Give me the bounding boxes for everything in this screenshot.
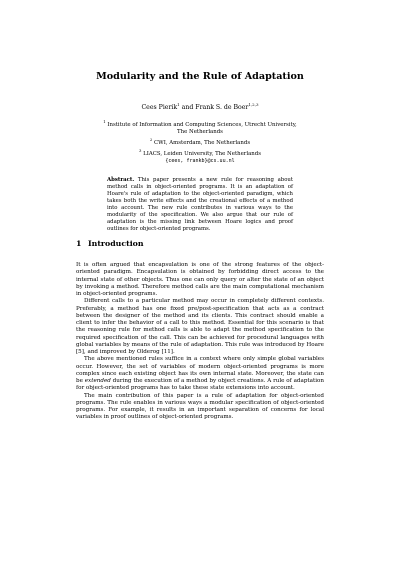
email-line: {cees, frankb}@cs.uu.nl <box>165 158 235 165</box>
abstract-label: Abstract. <box>107 177 135 183</box>
body-paragraph <box>76 356 324 392</box>
affiliations <box>100 118 300 165</box>
author-line <box>0 101 400 112</box>
author-affil-marker: 1,2,3 <box>248 102 259 107</box>
affiliation-marker: 2 <box>149 137 153 143</box>
body-paragraph: It is often argued that encapsulation is one of the strong features of the object-oriented paradigm. Encapsulation is obtained by forbidding direct access to the internal state of other objects. Thus one can only query or alter the state of an object by invoking a method. Therefore method calls are the main computational mechanism in object-oriented programs. <box>76 262 324 297</box>
author-conjunction: and <box>179 104 196 112</box>
author-name: Frank S. de Boer <box>195 104 249 112</box>
section-number: 1 <box>76 239 82 248</box>
paragraph-text: The above mentioned rules suffice in a context where only simple global variables occur. However, the set of variables of modern object-oriented programs is more complex since each existing object has its own internal state. Moreover, the state can be <box>76 356 324 384</box>
affiliation-text: The Netherlands <box>177 129 223 135</box>
affiliation-marker: 1 <box>103 119 106 124</box>
affiliation-text: Institute of Information and Computing Sciences, Utrecht University, <box>107 121 297 128</box>
body-paragraph: Different calls to a particular method may occur in completely different contexts. Preferably, a method has one fixed pre/post-specification that acts as a contract between the designer of the method and its clients. This contract should enable a client to infer the behavior of a call to this method. Essential for this scenario is that the reasoning rule for method calls is able to adapt the method specification to the required specification of the call. This can be achieved for procedural languages with global variables by means of the rule of adaptation. This rule was introduced by Hoare [5], and improved by Olderog [11]. <box>76 298 324 355</box>
affiliation-line <box>100 129 300 136</box>
author-affil-marker: 1 <box>177 102 180 107</box>
paragraph-text: during the execution of a method by object creations. A rule of adaptation for object-oriented programs has to take these state extensions into account. <box>76 378 324 392</box>
body-paragraph: The main contribution of this paper is a rule of adaptation for object-oriented programs. The rule enables in various ways a modular specification of object-oriented programs. For example, it results in an important separation of concerns for local variables in proof outlines of object-oriented programs. <box>76 392 324 421</box>
affiliation-text: LIACS, Leiden University, The Netherlands <box>143 151 261 157</box>
affiliation-line <box>100 147 300 158</box>
affiliation-line <box>100 118 300 129</box>
abstract <box>107 177 293 233</box>
section-heading <box>76 239 144 249</box>
abstract-text: This paper presents a new rule for reasoning about method calls in object-oriented programs. It is an adaptation of Hoare's rule of adaptation to the object-oriented paradigm, which takes both the write effects and the creational effects of a method into account. The new rule contributes in various ways to the modularity of the specification. We also argue that our rule of adaptation is the missing link between Hoare logics and proof outlines for object-oriented programs. <box>107 177 294 233</box>
section-body <box>76 262 324 422</box>
author-name: Cees Pierik <box>141 104 178 112</box>
section-title: Introduction <box>88 239 144 248</box>
affiliation-text: CWI, Amsterdam, The Netherlands <box>154 140 251 146</box>
paper-title: Modularity and the Rule of Adaptation <box>96 71 304 82</box>
emphasis-text: extended <box>84 378 111 384</box>
affiliation-marker: 3 <box>139 148 142 154</box>
affiliation-line <box>100 136 300 147</box>
